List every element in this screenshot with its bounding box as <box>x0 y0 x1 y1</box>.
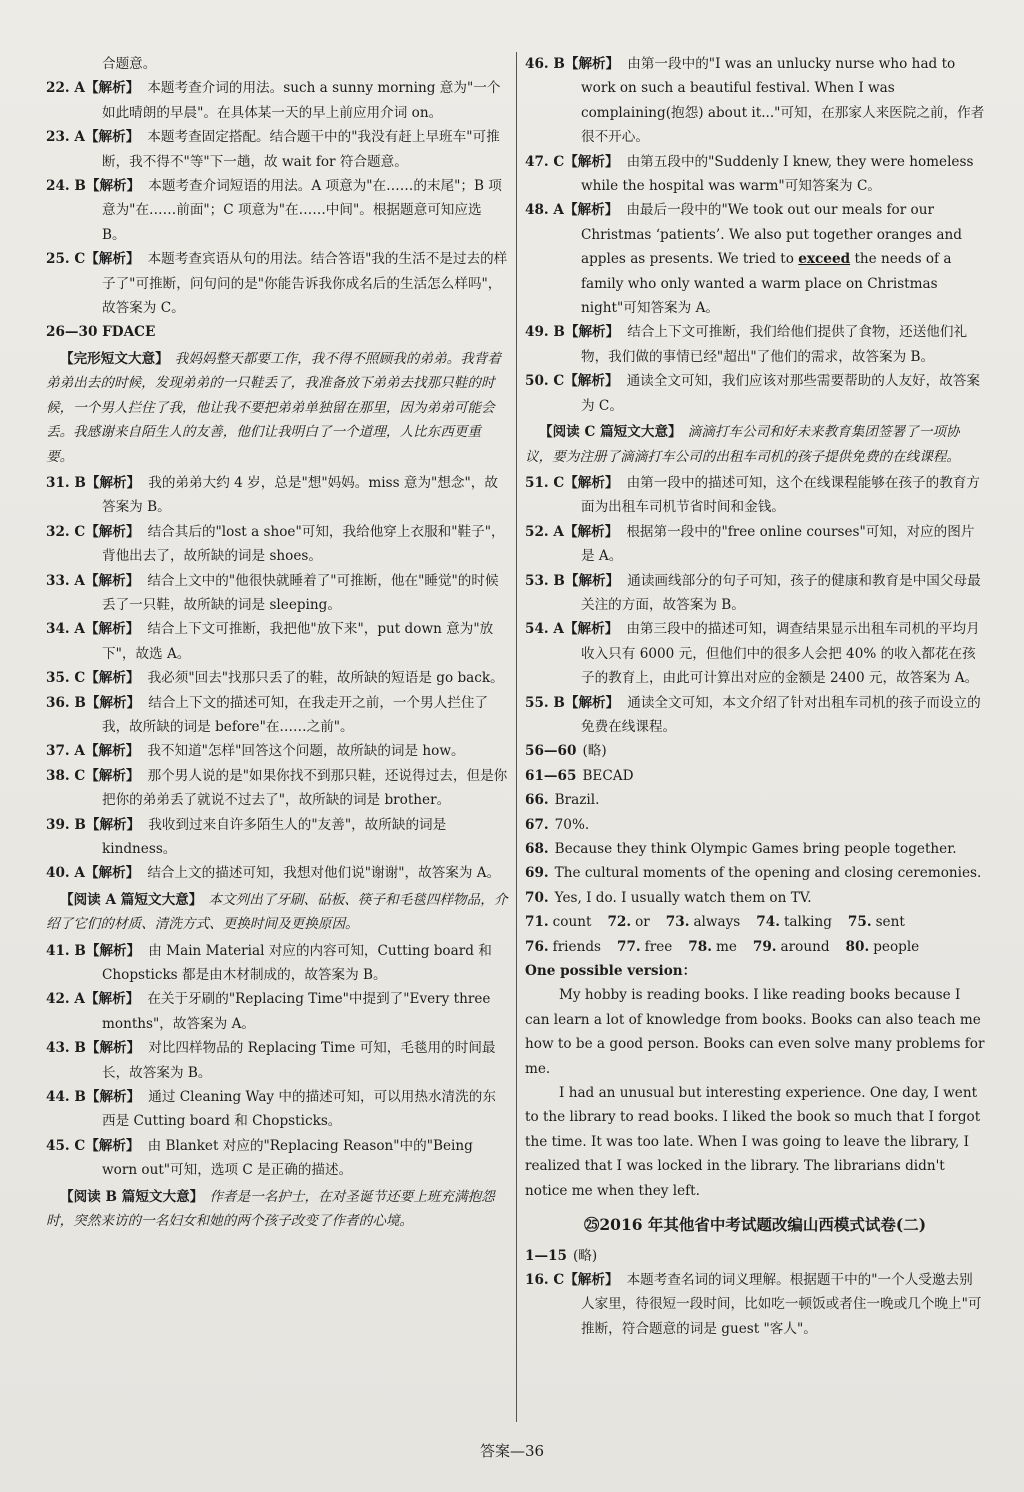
answer-text: 对比四样物品的 Replacing Time 可知，毛毯用的时间最长，故答案为 B。 <box>102 1040 496 1081</box>
answer-list-41-45 <box>46 939 508 1183</box>
answer-number: 66. <box>525 792 549 809</box>
answer-text: 结合上下文可推断，我们给他们提供了食物，还送他们礼物，我们做的事情已经"超出"了他们的需求，故答案为 B。 <box>581 324 968 365</box>
answer-item <box>46 764 508 813</box>
answer-number: 54. A <box>525 621 564 638</box>
fill-number: 75. <box>847 914 872 931</box>
analysis-tag: 【解析】 <box>564 1271 619 1288</box>
answer-item-48 <box>525 198 985 320</box>
answer-number: 42. A <box>46 991 85 1008</box>
answer-list-49-50 <box>525 320 985 418</box>
fill-row-76-80 <box>525 935 985 959</box>
answer-number: 45. C <box>46 1137 86 1154</box>
answer-item <box>46 813 508 862</box>
answer-number: 36. B <box>46 694 86 711</box>
answer-item <box>525 471 985 520</box>
fill-number: 72. <box>607 914 632 931</box>
answer-text: 本题考查宾语从句的用法。结合答语"我的生活不是过去的样子了"可推断，问句问的是"你能告诉我你成名后的生活怎么样吗"，故答案为 C。 <box>102 251 508 317</box>
answer-list-46-47 <box>525 52 985 198</box>
essay-paragraph-1: My hobby is reading books. I like reading books because I can learn a lot of knowledge from books. Books can also teach me how to be a good person. Books can even solve many problems for me. <box>525 987 985 1077</box>
answer-text: (略) <box>582 743 607 760</box>
analysis-tag: 【解析】 <box>84 80 140 97</box>
short-answer <box>525 788 985 812</box>
answer-text: 通读画线部分的句子可知，孩子的健康和教育是中国父母最关注的方面，故答案为 B。 <box>581 572 981 613</box>
answer-text-pre: 由最后一段中的"We took out our meals for our Christmas ‘patients’. We also put together oranges and apples as presents. We tried to <box>581 202 962 268</box>
answer-item <box>46 861 508 885</box>
fill-answer: around <box>780 938 830 955</box>
answer-item <box>46 520 508 569</box>
short-answer <box>525 886 985 910</box>
answer-number: 37. A <box>46 743 85 760</box>
analysis-tag: 【解析】 <box>564 474 619 491</box>
answer-number: 40. A <box>46 865 85 882</box>
fill-row-71-75 <box>525 910 985 934</box>
answer-text: 本题考查介词短语的用法。A 项意为"在……的末尾"；B 项意为"在……前面"；C 项意为"在……中间"。根据题意可知应选 B。 <box>102 178 502 243</box>
reading-c-summary <box>525 420 985 469</box>
answer-number: 24. B <box>46 178 86 195</box>
answer-item <box>46 617 508 666</box>
answer-number: 56—60 <box>525 743 577 760</box>
answer-text: 由 Main Material 对应的内容可知，Cutting board 和 Chopsticks 都是由木材制成的，故答案为 B。 <box>102 942 492 984</box>
answer-number: 61—65 <box>525 767 577 784</box>
answer-text: 本题考查固定搭配。结合题干中的"我没有赶上早班车"可推断，我不得不"等"下一趟，故 wait for 符合题意。 <box>102 129 500 170</box>
right-column <box>525 52 985 1341</box>
fill-number: 77. <box>617 938 641 955</box>
answer-text: 结合其后的"lost a shoe"可知，我给他穿上衣服和"鞋子"，背他出去了，故所缺的词是 shoes。 <box>102 523 505 565</box>
fill-number: 79. <box>752 938 777 955</box>
answer-text: (略) <box>572 1247 598 1264</box>
answer-text: 在关于牙刷的"Replacing Time"中提到了"Every three months"，故答案为 A。 <box>102 991 491 1032</box>
answer-text: 通读全文可知，本文介绍了针对出租车司机的孩子而设立的免费在线课程。 <box>581 694 981 735</box>
fill-answer: people <box>873 938 920 955</box>
analysis-tag: 【解析】 <box>564 694 620 711</box>
answer-text: 70%. <box>554 816 590 833</box>
answer-item <box>46 569 508 618</box>
answer-number: 23. A <box>46 129 85 146</box>
answer-list-22-25 <box>46 76 508 320</box>
answer-item <box>525 617 985 690</box>
analysis-tag: 【解析】 <box>85 694 141 711</box>
cloze-answers: 26—30 FDACE <box>46 324 156 341</box>
cloze-summary <box>46 347 508 469</box>
answer-number: 39. B <box>46 816 86 833</box>
answer-number: 67. <box>525 816 549 833</box>
essay-paragraph-2: I had an unusual but interesting experience. One day, I went to the library to read books. I liked the book so much that I forgot the time. It was too late. When I was going to leave the library, I realized that I was locked in the library. The librarians didn't notice me when they left. <box>525 1085 981 1199</box>
underlined-word: exceed <box>798 251 851 268</box>
short-answer <box>525 861 985 885</box>
answer-number: 43. B <box>46 1040 86 1057</box>
answer-number: 33. A <box>46 572 85 589</box>
fill-answer: free <box>644 938 673 955</box>
analysis-tag: 【解析】 <box>85 1137 140 1154</box>
answer-number: 16. C <box>525 1271 565 1288</box>
answer-number: 41. B <box>46 942 86 959</box>
answer-text: 根据第一段中的"free online courses"可知，对应的图片是 A。 <box>581 523 975 565</box>
fill-number: 76. <box>525 938 549 955</box>
answer-text: BECAD <box>582 767 634 784</box>
reading-c-text: 滴滴打车公司和好未来教育集团签署了一项协议，要为注册了滴滴打车公司的出租车司机的孩子提供免费的在线课程。 <box>525 424 960 465</box>
answer-number: 46. B <box>525 56 565 72</box>
analysis-tag: 【解析】 <box>564 56 620 72</box>
answer-item-16 <box>525 1268 985 1341</box>
answer-number: 48. A <box>525 202 564 219</box>
reading-b-text: 作者是一名护士，在对圣诞节还要上班充满抱怨时，突然来访的一名妇女和她的两个孩子改变了作者的心境。 <box>46 1188 495 1230</box>
answer-number: 38. C <box>46 767 86 784</box>
answer-number: 70. <box>525 889 549 906</box>
reading-c-title: 【阅读 C 篇短文大意】 <box>539 424 682 441</box>
cloze-summary-text: 我妈妈整天都要工作，我不得不照顾我的弟弟。我背着弟弟出去的时候，发现弟弟的一只鞋丢了，我准备放下弟弟去找那只鞋的时候，一个男人拦住了我，他让我不要把弟弟单独留在那里，因为弟弟可能会丢。我感谢来自陌生人的友善，他们让我明白了一个道理，人比东西更重要。 <box>46 350 501 465</box>
answer-text: Yes, I do. I usually watch them on TV. <box>554 889 812 906</box>
answer-text: 由 Blanket 对应的"Replacing Reason"中的"Being worn out"可知，选项 C 是正确的描述。 <box>102 1137 473 1179</box>
answer-text: 由第五段中的"Suddenly I knew, they were homeless while the hospital was warm"可知答案为 C。 <box>581 153 974 195</box>
analysis-tag: 【解析】 <box>84 572 140 589</box>
answer-text: 那个男人说的是"如果你找不到那只鞋，还说得过去，但是你把你的弟弟丢了就说不过去了"，故所缺的词是 brother。 <box>102 767 508 809</box>
answer-item <box>46 125 508 174</box>
analysis-tag: 【解析】 <box>85 523 140 540</box>
answer-text-post: the needs of a family who only wanted a warm place on Christmas night"可知答案为 A。 <box>581 251 952 317</box>
fill-number: 74. <box>756 914 780 931</box>
answer-text: 本题考查名词的词义理解。根据题干中的"一个人受邀去别人家里，待很短一段时间，比如吃一顿饭或者住一晚或几个晚上"可推断，符合题意的词是 guest "客人"。 <box>581 1271 982 1337</box>
answer-number: 1—15 <box>525 1247 567 1264</box>
reading-a-title: 【阅读 A 篇短文大意】 <box>60 891 203 908</box>
answer-number: 51. C <box>525 474 565 491</box>
answer-number: 55. B <box>525 694 565 711</box>
answer-item <box>46 1036 508 1085</box>
answer-number: 50. C <box>525 373 565 390</box>
answer-number: 34. A <box>46 621 85 638</box>
answer-text: 我收到过来自许多陌生人的"友善"，故所缺的词是 kindness。 <box>102 816 447 857</box>
short-answer <box>525 739 985 763</box>
answer-item <box>46 1134 508 1183</box>
analysis-tag: 【解析】 <box>84 743 140 760</box>
analysis-tag: 【解析】 <box>85 816 141 833</box>
fill-number: 73. <box>665 914 690 931</box>
analysis-tag: 【解析】 <box>564 324 620 341</box>
analysis-tag: 【解析】 <box>85 178 141 195</box>
answer-item <box>46 939 508 988</box>
answer-number: 47. C <box>525 153 565 170</box>
answer-number: 44. B <box>46 1089 86 1106</box>
answer-number: 53. B <box>525 572 565 589</box>
short-answer <box>525 813 985 837</box>
answer-item <box>525 320 985 369</box>
analysis-tag: 【解析】 <box>564 153 619 170</box>
fill-answer: count <box>552 914 592 931</box>
analysis-tag: 【解析】 <box>563 202 619 219</box>
answer-item <box>46 691 508 740</box>
analysis-tag: 【解析】 <box>564 373 619 390</box>
answer-number: 22. A <box>46 80 85 97</box>
analysis-tag: 【解析】 <box>85 1089 141 1106</box>
fill-number: 71. <box>525 914 549 931</box>
answer-number: 25. C <box>46 251 86 268</box>
answer-item <box>46 666 508 690</box>
reading-a-text: 本文列出了牙刷、砧板、筷子和毛毯四样物品，介绍了它们的材质、清洗方式、更换时间及更换原因。 <box>46 891 508 933</box>
answer-number: 49. B <box>525 324 565 341</box>
answer-text: 由第一段中的"I was an unlucky nurse who had to work on such a beautiful festival. When I was complaining(抱怨) about it..."可知，在那家人来医院之前，作者很不开心。 <box>581 56 985 146</box>
fill-number: 80. <box>845 938 870 955</box>
fill-answer: friends <box>552 938 602 955</box>
analysis-tag: 【解析】 <box>84 621 140 638</box>
essay-title: One possible version： <box>525 963 697 980</box>
answer-item <box>525 369 985 418</box>
answer-item <box>46 174 508 247</box>
analysis-tag: 【解析】 <box>84 991 140 1008</box>
analysis-tag: 【解析】 <box>564 572 620 589</box>
page-footer: 答案—36 <box>479 1442 545 1460</box>
analysis-tag: 【解析】 <box>85 1040 141 1057</box>
reading-b-summary <box>46 1185 508 1234</box>
short-answer <box>525 764 985 788</box>
answer-item <box>46 1085 508 1134</box>
answer-text: Brazil. <box>554 792 600 809</box>
analysis-tag: 【解析】 <box>85 474 141 491</box>
section-title: ㉕2016 年其他省中考试题改编山西模式试卷(二) <box>583 1215 927 1235</box>
answer-text: 本题考查介词的用法。such a sunny morning 意为"一个如此晴朗的早晨"。在具体某一天的早上前应用介词 on。 <box>102 80 501 121</box>
answer-item <box>46 471 508 520</box>
column-divider <box>516 52 517 1422</box>
answer-item <box>525 52 985 150</box>
answer-number: 68. <box>525 841 549 857</box>
answer-number: 31. B <box>46 474 86 491</box>
analysis-tag: 【解析】 <box>563 523 619 540</box>
answer-item <box>46 247 508 320</box>
answer-item <box>525 520 985 569</box>
answer-number: 32. C <box>46 523 86 540</box>
answer-item <box>525 150 985 199</box>
analysis-tag: 【解析】 <box>84 865 140 882</box>
reading-a-summary <box>46 888 508 937</box>
answer-text: 由第三段中的描述可知，调查结果显示出租车司机的平均月收入只有 6000 元，但他们中的很多人会把 40% 的收入都花在孩子的教育上，由此可计算出对应的金额是 2400 元，故答案为 A。 <box>581 621 980 687</box>
answer-text: 通过 Cleaning Way 中的描述可知，可以用热水清洗的东西是 Cutting board 和 Chopsticks。 <box>102 1089 496 1130</box>
fill-answer: me <box>715 938 737 955</box>
answer-text: 结合上文中的"他很快就睡着了"可推断，他在"睡觉"的时候丢了一只鞋，故所缺的词是 sleeping。 <box>102 572 499 613</box>
fill-answer: or <box>635 914 650 931</box>
answer-number: 35. C <box>46 670 86 687</box>
short-answer <box>525 837 985 861</box>
left-column <box>46 52 508 1236</box>
answer-item <box>525 691 985 740</box>
answer-text: 我必须"回去"找那只丢了的鞋，故所缺的短语是 go back。 <box>147 670 504 687</box>
analysis-tag: 【解析】 <box>84 129 140 146</box>
answer-text: 我的弟弟大约 4 岁，总是"想"妈妈。miss 意为"想念"，故答案为 B。 <box>102 474 498 516</box>
answer-text: 结合上下文的描述可知，在我走开之前，一个男人拦住了我，故所缺的词是 before"在……之前"。 <box>102 694 489 735</box>
answer-number: 52. A <box>525 523 564 540</box>
answer-item <box>46 739 508 763</box>
fill-answer: sent <box>875 914 905 931</box>
reading-b-title: 【阅读 B 篇短文大意】 <box>60 1188 204 1205</box>
answer-item <box>525 569 985 618</box>
analysis-tag: 【解析】 <box>85 251 140 268</box>
analysis-tag: 【解析】 <box>563 621 619 638</box>
answer-list-31-40 <box>46 471 508 886</box>
answer-item <box>46 76 508 125</box>
answer-text: The cultural moments of the opening and closing ceremonies. <box>554 865 982 882</box>
answer-text: 我不知道"怎样"回答这个问题，故所缺的词是 how。 <box>147 743 465 760</box>
fill-number: 78. <box>688 938 712 955</box>
answer-text: 结合上下文可推断，我把他"放下来"，put down 意为"放下"，故选 A。 <box>102 621 494 662</box>
cloze-summary-title: 【完形短文大意】 <box>60 350 169 367</box>
analysis-tag: 【解析】 <box>85 767 140 784</box>
answer-text: 通读全文可知，我们应该对那些需要帮助的人友好，故答案为 C。 <box>581 373 981 414</box>
intro-line: 合题意。 <box>102 56 157 72</box>
answer-list-51-55 <box>525 471 985 739</box>
analysis-tag: 【解析】 <box>85 942 141 959</box>
analysis-tag: 【解析】 <box>85 670 140 687</box>
fill-answer: talking <box>783 914 832 931</box>
answer-text: Because they think Olympic Games bring people together. <box>554 841 957 857</box>
answer-text: 结合上文的描述可知，我想对他们说"谢谢"，故答案为 A。 <box>147 865 501 882</box>
fill-answer: always <box>693 914 741 931</box>
short-answer-list <box>525 739 985 910</box>
section-first-line <box>525 1244 985 1268</box>
answer-item <box>46 987 508 1036</box>
answer-text: 由第一段中的描述可知，这个在线课程能够在孩子的教育方面为出租车司机节省时间和金钱。 <box>581 474 981 516</box>
answer-number: 69. <box>525 865 549 882</box>
